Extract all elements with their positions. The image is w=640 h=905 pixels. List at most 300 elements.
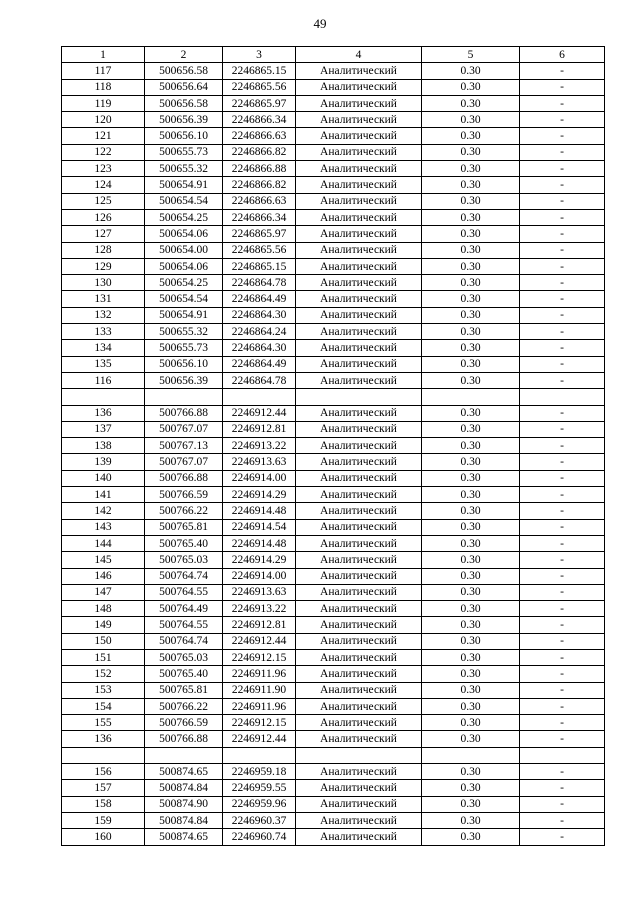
table-cell: 0.30 <box>422 438 520 454</box>
table-row <box>62 487 605 503</box>
table-cell: Аналитический <box>296 79 422 95</box>
table-cell: - <box>520 63 605 79</box>
table-cell: Аналитический <box>296 649 422 665</box>
table-row <box>62 161 605 177</box>
column-header: 6 <box>520 47 605 63</box>
table-cell: - <box>520 242 605 258</box>
table-cell: 500655.32 <box>145 161 223 177</box>
table-cell: Аналитический <box>296 144 422 160</box>
table-cell: Аналитический <box>296 503 422 519</box>
table-cell: Аналитический <box>296 242 422 258</box>
table-cell: Аналитический <box>296 601 422 617</box>
table-cell <box>62 389 145 405</box>
table-cell: Аналитический <box>296 356 422 372</box>
table-cell: Аналитический <box>296 405 422 421</box>
table-cell: 2246912.44 <box>223 405 296 421</box>
column-header: 3 <box>223 47 296 63</box>
table-cell: 500765.03 <box>145 552 223 568</box>
table-row <box>62 535 605 551</box>
table-cell: - <box>520 405 605 421</box>
table-cell: 500655.32 <box>145 324 223 340</box>
table-cell: 2246960.37 <box>223 812 296 828</box>
table-body <box>62 63 605 845</box>
table-cell: 0.30 <box>422 324 520 340</box>
table-cell: 131 <box>62 291 145 307</box>
table-cell: 0.30 <box>422 372 520 388</box>
table-cell: 500765.03 <box>145 649 223 665</box>
table-cell: 500766.59 <box>145 487 223 503</box>
separator-row <box>62 747 605 763</box>
table-cell: - <box>520 796 605 812</box>
table-cell: Аналитический <box>296 454 422 470</box>
table-cell: Аналитический <box>296 617 422 633</box>
table-cell: 0.30 <box>422 568 520 584</box>
table-cell: 0.30 <box>422 731 520 747</box>
table-row <box>62 128 605 144</box>
table-cell: 0.30 <box>422 698 520 714</box>
table-cell: - <box>520 487 605 503</box>
table-cell <box>422 389 520 405</box>
table-cell: 2246912.44 <box>223 731 296 747</box>
table-cell: Аналитический <box>296 193 422 209</box>
table-cell: Аналитический <box>296 666 422 682</box>
table-cell: 0.30 <box>422 307 520 323</box>
table-cell: - <box>520 438 605 454</box>
table-cell: Аналитический <box>296 258 422 274</box>
table-cell: - <box>520 209 605 225</box>
table-cell: - <box>520 177 605 193</box>
table-cell: 0.30 <box>422 275 520 291</box>
table-cell: - <box>520 454 605 470</box>
table-row <box>62 568 605 584</box>
table-cell <box>520 389 605 405</box>
table-cell: Аналитический <box>296 226 422 242</box>
table-row <box>62 79 605 95</box>
table-row <box>62 731 605 747</box>
table-cell: - <box>520 372 605 388</box>
table-cell: 2246912.81 <box>223 617 296 633</box>
table-cell: Аналитический <box>296 372 422 388</box>
table-cell: 500656.64 <box>145 79 223 95</box>
table-cell: 0.30 <box>422 764 520 780</box>
table-row <box>62 666 605 682</box>
table-cell: 500765.40 <box>145 666 223 682</box>
table-row <box>62 112 605 128</box>
table-cell: 500765.81 <box>145 519 223 535</box>
table-cell: 151 <box>62 649 145 665</box>
table-cell <box>145 389 223 405</box>
table-cell: 2246914.29 <box>223 552 296 568</box>
table-cell: 2246866.63 <box>223 128 296 144</box>
table-row <box>62 356 605 372</box>
table-cell: 122 <box>62 144 145 160</box>
table-cell: 0.30 <box>422 63 520 79</box>
table-row <box>62 307 605 323</box>
table-cell: 2246866.88 <box>223 161 296 177</box>
table-cell: 0.30 <box>422 454 520 470</box>
table-cell: 500766.22 <box>145 503 223 519</box>
table-cell: 0.30 <box>422 584 520 600</box>
table-row <box>62 275 605 291</box>
table-row <box>62 584 605 600</box>
table-row <box>62 454 605 470</box>
table-cell: 0.30 <box>422 633 520 649</box>
table-cell: 500654.25 <box>145 209 223 225</box>
table-cell: 500764.74 <box>145 633 223 649</box>
table-cell: 140 <box>62 470 145 486</box>
table-cell: 2246911.96 <box>223 666 296 682</box>
table-cell: 133 <box>62 324 145 340</box>
table-cell: 116 <box>62 372 145 388</box>
separator-row <box>62 389 605 405</box>
table-cell: 0.30 <box>422 601 520 617</box>
table-cell: 0.30 <box>422 649 520 665</box>
table-cell: 0.30 <box>422 666 520 682</box>
table-cell: Аналитический <box>296 552 422 568</box>
table-cell: 0.30 <box>422 829 520 845</box>
column-header: 5 <box>422 47 520 63</box>
table-cell: Аналитический <box>296 698 422 714</box>
table-row <box>62 601 605 617</box>
table-cell: 2246911.96 <box>223 698 296 714</box>
table-row <box>62 780 605 796</box>
table-cell: Аналитический <box>296 128 422 144</box>
table-cell: 2246865.15 <box>223 63 296 79</box>
table-cell: 0.30 <box>422 503 520 519</box>
table-cell: - <box>520 535 605 551</box>
table-cell: 2246911.90 <box>223 682 296 698</box>
table-cell: 152 <box>62 666 145 682</box>
table-cell: Аналитический <box>296 568 422 584</box>
table-cell: - <box>520 307 605 323</box>
table-cell: 159 <box>62 812 145 828</box>
table-cell: - <box>520 731 605 747</box>
table-row <box>62 291 605 307</box>
table-cell: 500874.84 <box>145 780 223 796</box>
table-cell <box>223 747 296 763</box>
table-cell: 154 <box>62 698 145 714</box>
table-row <box>62 503 605 519</box>
table-cell: 128 <box>62 242 145 258</box>
table-cell: 156 <box>62 764 145 780</box>
table-cell: - <box>520 356 605 372</box>
table-cell: 157 <box>62 780 145 796</box>
table-cell: Аналитический <box>296 796 422 812</box>
table-row <box>62 258 605 274</box>
table-row <box>62 698 605 714</box>
table-cell: 2246864.78 <box>223 372 296 388</box>
table-row <box>62 764 605 780</box>
table-cell: 2246866.82 <box>223 144 296 160</box>
table-row <box>62 340 605 356</box>
table-cell: - <box>520 601 605 617</box>
table-cell: 500765.40 <box>145 535 223 551</box>
table-cell: 142 <box>62 503 145 519</box>
table-row <box>62 715 605 731</box>
table-cell: 500656.58 <box>145 63 223 79</box>
table-cell: - <box>520 421 605 437</box>
table-cell: Аналитический <box>296 112 422 128</box>
column-header: 2 <box>145 47 223 63</box>
table-row <box>62 552 605 568</box>
table-cell: 2246912.15 <box>223 649 296 665</box>
table-cell: - <box>520 340 605 356</box>
table-cell: 146 <box>62 568 145 584</box>
table-cell: - <box>520 193 605 209</box>
table-cell: - <box>520 95 605 111</box>
table-cell: 0.30 <box>422 470 520 486</box>
table-cell: 123 <box>62 161 145 177</box>
table-cell: - <box>520 698 605 714</box>
table-cell: 134 <box>62 340 145 356</box>
table-cell: 0.30 <box>422 617 520 633</box>
table-cell: 137 <box>62 421 145 437</box>
table-cell: 500766.88 <box>145 405 223 421</box>
table-cell: 500874.90 <box>145 796 223 812</box>
table-cell: 0.30 <box>422 715 520 731</box>
table-cell: 0.30 <box>422 79 520 95</box>
table-cell: 2246914.48 <box>223 535 296 551</box>
table-cell: 0.30 <box>422 519 520 535</box>
table-cell: 124 <box>62 177 145 193</box>
table-cell: Аналитический <box>296 764 422 780</box>
table-cell: Аналитический <box>296 209 422 225</box>
table-cell: 2246914.00 <box>223 470 296 486</box>
table-cell: - <box>520 519 605 535</box>
table-cell: 500764.55 <box>145 584 223 600</box>
table-cell: 2246865.97 <box>223 226 296 242</box>
table-cell <box>296 389 422 405</box>
table-cell: 500767.07 <box>145 454 223 470</box>
table-row <box>62 470 605 486</box>
table-cell: 2246913.22 <box>223 438 296 454</box>
table-cell: 2246914.54 <box>223 519 296 535</box>
table-cell: 138 <box>62 438 145 454</box>
table-cell: 2246913.63 <box>223 584 296 600</box>
table-cell: - <box>520 128 605 144</box>
table-cell: 0.30 <box>422 682 520 698</box>
table-cell: 0.30 <box>422 95 520 111</box>
table-cell: Аналитический <box>296 63 422 79</box>
table-cell: 145 <box>62 552 145 568</box>
table-cell: 153 <box>62 682 145 698</box>
table-cell: - <box>520 503 605 519</box>
table-cell: 144 <box>62 535 145 551</box>
table-cell: Аналитический <box>296 715 422 731</box>
coordinates-table <box>61 46 605 846</box>
table-cell: 2246866.82 <box>223 177 296 193</box>
table-cell: 500654.91 <box>145 307 223 323</box>
table-cell: 0.30 <box>422 780 520 796</box>
table-cell: 149 <box>62 617 145 633</box>
table-cell: Аналитический <box>296 731 422 747</box>
table-row <box>62 519 605 535</box>
table-cell: 160 <box>62 829 145 845</box>
table-cell: 136 <box>62 731 145 747</box>
table-cell: 2246913.22 <box>223 601 296 617</box>
table-row <box>62 796 605 812</box>
table-row <box>62 226 605 242</box>
table-cell: 500655.73 <box>145 144 223 160</box>
table-cell: Аналитический <box>296 633 422 649</box>
table-cell: - <box>520 617 605 633</box>
table-cell: 2246864.24 <box>223 324 296 340</box>
table-cell: - <box>520 682 605 698</box>
table-cell: 2246914.00 <box>223 568 296 584</box>
table-cell: 500766.88 <box>145 470 223 486</box>
table-row <box>62 177 605 193</box>
table-cell: 0.30 <box>422 144 520 160</box>
table-cell: 2246865.15 <box>223 258 296 274</box>
table-cell: Аналитический <box>296 161 422 177</box>
table-cell: Аналитический <box>296 324 422 340</box>
table-cell: - <box>520 112 605 128</box>
table-cell: 500654.25 <box>145 275 223 291</box>
table-cell <box>223 389 296 405</box>
table-row <box>62 649 605 665</box>
table-cell: 2246865.97 <box>223 95 296 111</box>
table-cell: 2246912.15 <box>223 715 296 731</box>
table-cell: 143 <box>62 519 145 535</box>
table-cell: 500654.54 <box>145 291 223 307</box>
table-cell: - <box>520 649 605 665</box>
table-cell: 0.30 <box>422 552 520 568</box>
table-cell: 150 <box>62 633 145 649</box>
table-cell: - <box>520 470 605 486</box>
table-row <box>62 372 605 388</box>
table-cell <box>422 747 520 763</box>
table-cell: - <box>520 829 605 845</box>
table-cell: - <box>520 258 605 274</box>
table-cell: - <box>520 226 605 242</box>
table-cell: 0.30 <box>422 356 520 372</box>
table-cell: 500656.39 <box>145 372 223 388</box>
table-cell: 0.30 <box>422 535 520 551</box>
table-cell: 500765.81 <box>145 682 223 698</box>
table-cell: 2246912.44 <box>223 633 296 649</box>
table-cell: 2246865.56 <box>223 79 296 95</box>
table-cell: Аналитический <box>296 535 422 551</box>
table-cell: Аналитический <box>296 438 422 454</box>
page-number: 49 <box>313 16 327 31</box>
table-cell: 118 <box>62 79 145 95</box>
table-cell: 2246913.63 <box>223 454 296 470</box>
table-cell: - <box>520 568 605 584</box>
table-cell: - <box>520 291 605 307</box>
table-cell: 155 <box>62 715 145 731</box>
table-cell: 121 <box>62 128 145 144</box>
table-cell: 0.30 <box>422 177 520 193</box>
table-cell: 0.30 <box>422 242 520 258</box>
table-cell <box>520 747 605 763</box>
table-cell: - <box>520 633 605 649</box>
table-cell: - <box>520 715 605 731</box>
table-cell: 500874.84 <box>145 812 223 828</box>
table-cell: Аналитический <box>296 291 422 307</box>
table-cell <box>296 747 422 763</box>
table-row <box>62 63 605 79</box>
table-cell: 500654.06 <box>145 258 223 274</box>
table-cell: Аналитический <box>296 340 422 356</box>
table-cell: 2246866.34 <box>223 209 296 225</box>
table-cell: 2246866.63 <box>223 193 296 209</box>
table-cell: 117 <box>62 63 145 79</box>
table-cell: 126 <box>62 209 145 225</box>
table-cell: Аналитический <box>296 829 422 845</box>
table-row <box>62 829 605 845</box>
table-cell: 500874.65 <box>145 764 223 780</box>
table-cell: 500766.88 <box>145 731 223 747</box>
table-row <box>62 193 605 209</box>
table-row <box>62 405 605 421</box>
table-cell: 136 <box>62 405 145 421</box>
table-cell: - <box>520 161 605 177</box>
table-cell: 0.30 <box>422 226 520 242</box>
table-cell: 0.30 <box>422 405 520 421</box>
table-cell: 127 <box>62 226 145 242</box>
table-cell: 0.30 <box>422 258 520 274</box>
table-cell: 125 <box>62 193 145 209</box>
table-cell: 0.30 <box>422 291 520 307</box>
table-row <box>62 633 605 649</box>
table-cell: Аналитический <box>296 95 422 111</box>
table-cell <box>62 747 145 763</box>
table-row <box>62 682 605 698</box>
table-cell: 158 <box>62 796 145 812</box>
table-row <box>62 209 605 225</box>
table-cell: 2246959.55 <box>223 780 296 796</box>
table-cell: 500874.65 <box>145 829 223 845</box>
table-cell: 500767.07 <box>145 421 223 437</box>
table-cell <box>145 747 223 763</box>
table-cell: 0.30 <box>422 128 520 144</box>
table-cell: 2246960.74 <box>223 829 296 845</box>
table-cell: 0.30 <box>422 812 520 828</box>
table-cell: Аналитический <box>296 275 422 291</box>
table-cell: 2246864.49 <box>223 291 296 307</box>
table-cell: 2246865.56 <box>223 242 296 258</box>
table-cell: 500767.13 <box>145 438 223 454</box>
table-cell: 500654.54 <box>145 193 223 209</box>
column-header: 4 <box>296 47 422 63</box>
table-cell: - <box>520 144 605 160</box>
table-cell: Аналитический <box>296 307 422 323</box>
table-cell: 135 <box>62 356 145 372</box>
table-cell: 500654.91 <box>145 177 223 193</box>
table-cell: Аналитический <box>296 177 422 193</box>
table-row <box>62 95 605 111</box>
table-cell: 500656.10 <box>145 356 223 372</box>
table-cell: 147 <box>62 584 145 600</box>
table-cell: 500764.74 <box>145 568 223 584</box>
table-row <box>62 324 605 340</box>
table-cell: - <box>520 584 605 600</box>
table-cell: 0.30 <box>422 112 520 128</box>
table-row <box>62 421 605 437</box>
table-cell: - <box>520 324 605 340</box>
table-cell: 2246914.29 <box>223 487 296 503</box>
table-cell: 500654.00 <box>145 242 223 258</box>
table-cell: 500654.06 <box>145 226 223 242</box>
table-cell: Аналитический <box>296 812 422 828</box>
table-cell: 2246866.34 <box>223 112 296 128</box>
table-cell: - <box>520 552 605 568</box>
table-cell: - <box>520 764 605 780</box>
table-cell: 0.30 <box>422 340 520 356</box>
table-cell: Аналитический <box>296 584 422 600</box>
table-cell: 500656.58 <box>145 95 223 111</box>
table-cell: 0.30 <box>422 209 520 225</box>
